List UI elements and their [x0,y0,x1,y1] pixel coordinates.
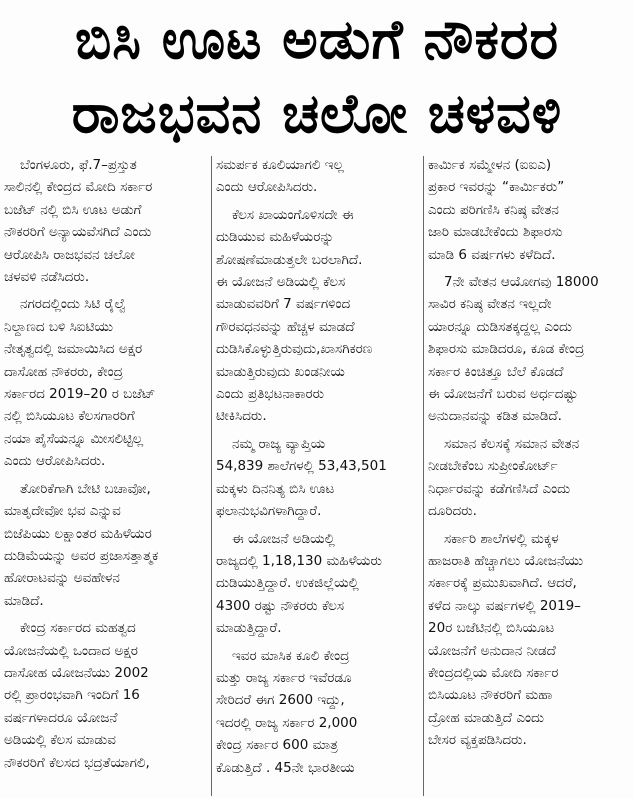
article-line: ಆರೋಪಿಸಿ ರಾಜಭವನ ಚಲೋ [4,246,135,263]
article-line: ದಾಸೋಹ ಯೋಜನೆಯು 2002 [4,664,149,681]
article-line: ಸರ್ಕಾರಿ ಶಾಲೆಗಳಲ್ಲಿ ಮಕ್ಕಳ [444,530,559,547]
article-line: ತೋರಿಕೆಗಾಗಿ ಬೇಟಿ ಬಚಾವೋ, [20,480,151,497]
article-line: ಬೇಸರ ವ್ಯಕ್ತಪಡಿಸಿದರು. [428,732,527,749]
article-paragraph [216,645,418,779]
article-line: ಹಾಜರಾತಿ ಹೆಚ್ಚಾಗಲು ಯೋಜನೆಯು [428,552,584,569]
article-column-1 [4,154,206,796]
article-line: ಸಮರ್ಪಕ ಕೂಲಿಯಾಗಲಿ ಇಲ್ಲ [216,157,344,173]
article-paragraph [4,478,206,612]
article-line: ಸಾಲಿನಲ್ಲಿ ಕೇಂದ್ರದ ಮೋದಿ ಸರ್ಕಾರ [4,179,153,196]
headline-line-1: ಬಿಸಿ ಊಟ ಅಡುಗೆ ನೌಕರರ [74,8,560,71]
article-line: ಯಾರನ್ನೂ ದುಡಿಸತಕ್ಕದ್ದಲ್ಲ ಎಂದು [428,318,573,335]
article-line: ನಿರ್ಧಾರವನ್ನು ಕಡೆಗಣಿಸಿದೆ ಎಂದು [428,480,571,497]
article-line: ರಾಜ್ಯದಲ್ಲಿ 1,18,130 ಮಹಿಳೆಯರು [216,552,382,569]
article-column-3 [428,154,630,796]
article-paragraph [428,433,630,523]
article-line: ಯೋಜನೆಯಲ್ಲಿ ಒಂದಾದ ಅಕ್ಷರ [4,642,138,659]
article-line: ಜಾರಿ ಮಾಡಬೇಕೆಂದು ಶಿಫಾರಸು [428,224,563,241]
article-line: ಈ ಯೋಜನೆಗೆ ಬರುವ ಅರ್ಧದಷ್ಟು [428,386,578,403]
article-line: ನೌಕರರಿಗೆ ಅನ್ಯಾಯವೆಸಗಿದೆ ಎಂದು [4,224,152,241]
article-line: ದಾಸೋಹ ನೌಕರರು, ಕೇಂದ್ರ [4,363,123,380]
article-line: 4300 ರಷ್ಟು ನೌಕರರು ಕೆಲಸ [216,597,345,614]
article-line: ಕೇಂದ್ರ ಸರ್ಕಾರದ ಮಹತ್ವದ [20,620,136,637]
article-line: ಮಾಡಿ 6 ವರ್ಷಗಳು ಕಳೆದಿದೆ. [428,246,556,263]
article-line: ನಲ್ಲಿ ಬಿಸಿಯೂಟ ಕೆಲಸಗಾರರಿಗೆ [4,408,135,425]
article-line: ದುಡಿಯುತ್ತಿದ್ದಾರೆ. ಉಕಜಿಲ್ಲೆಯಲ್ಲಿ [216,575,359,592]
article-line: ಮಾಡುವವರಿಗೆ 7 ವರ್ಷಗಳಿಂದ [216,296,351,313]
article-line: ಸಾವಿರ ಕನಿಷ್ಠ ವೇತನ ಇಲ್ಲದೇ [428,296,552,313]
article-line: ದೂರಿದರು. [428,503,477,520]
article-body [4,154,630,796]
article-line: ಶೋಷಣೆಮಾಡುತ್ತಲೇ ಬರಲಾಗಿದೆ. [216,251,363,268]
article-line: ಸಮಾನ ಕೆಲಸಕ್ಕೆ ಸಮಾನ ವೇತನ [444,435,580,452]
article-line: 7ನೇ ವೇತನ ಆಯೋಗವು 18000 [444,274,599,291]
article-line: ನೀಡಬೇಕೆಂಬ ಸುಪ್ರೀಂಕೋರ್ಟ್ [428,458,558,475]
article-line: ಕೆಲಸ ಖಾಯಂಗೊಳಿಸದೇ ಈ [232,206,354,223]
article-line: ಯೋಜನೆಗೆ ಅನುದಾನ ನೀಡದೆ [428,642,556,659]
article-line: ನಮ್ಮ ರಾಜ್ಯ ವ್ಯಾಪ್ತಿಯ [232,435,326,452]
article-line: ಇವರ ಮಾಸಿಕ ಕೂಲಿ ಕೇಂದ್ರ [232,647,350,664]
article-line: ಎಂದು ಆರೋಪಿಸಿದರು. [216,179,318,196]
article-line: ಈ ಯೋಜನೆ ಅಡಿಯಲ್ಲಿ [232,530,335,547]
article-line: ಕೇಂದ್ರದಲ್ಲಿಯ ಮೋದಿ ಸರ್ಕಾರ [428,664,559,681]
article-paragraph [428,154,630,266]
article-paragraph [216,154,418,199]
article-line: ದ್ರೋಹ ಮಾಡುತ್ತಿದೆ ಎಂದು [428,709,545,726]
article-line: ಬಿಜೆಪಿಯು ಲಕ್ಷಾಂತರ ಮಹಿಳೆಯರ [4,525,152,542]
article-line: 54,839 ಶಾಲೆಗಳಲ್ಲಿ 53,43,501 [216,458,387,475]
article-line: ದುಡಿಮೆಯನ್ನು ಅವರ ಪ್ರಜಾಸತ್ತಾತ್ಮಕ [4,547,159,564]
article-line: ನೌಕರರಿಗೆ ಕೆಲಸದ ಭದ್ರತೆಯಾಗಲಿ, [4,754,150,771]
article-paragraph [216,204,418,428]
article-column-2 [216,154,418,796]
article-paragraph [4,154,206,288]
article-line: ಇದರಲ್ಲಿ ರಾಜ್ಯ ಸರ್ಕಾರ 2,000 [216,714,358,731]
article-line: ಮಕ್ಕಳು ದಿನನಿತ್ಯ ಬಿಸಿ ಊಟ [216,480,335,497]
article-line: ಅನುದಾನವನ್ನು ಕಡಿತ ಮಾಡಿದೆ. [428,408,562,425]
article-paragraph [428,528,630,752]
article-line: ನೇತೃತ್ವದಲ್ಲಿ ಜಮಾಯಿಸಿದ ಅಕ್ಷರ [4,341,143,358]
article-line: ಕಳೆದ ನಾಲ್ಕು ವರ್ಷಗಳಲ್ಲಿ 2019– [428,597,581,614]
article-line: ಸರ್ಕಾರಕ್ಕೆ ಪ್ರಮುಖವಾಗಿದೆ. ಆದರೆ, [428,575,577,592]
article-line: ಕೇಂದ್ರ ಸರ್ಕಾರ 600 ಮಾತ್ರ [216,737,338,754]
article-line: 20ರ ಬಜೆಟಿನಲ್ಲಿ ಬಿಸಿಯೂಟ [428,620,555,637]
article-paragraph [4,293,206,472]
article-line: ಗೌರವಧನವನ್ನು ಹೆಚ್ಚಳ ಮಾಡದೆ [216,318,355,335]
article-line: ರಲ್ಲಿ ಪ್ರಾರಂಭವಾಗಿ ಇಂದಿಗೆ 16 [4,687,140,704]
article-line: ಮಾಡುತ್ತಿದ್ದಾರೆ. [216,620,282,637]
article-line: ಟೀಕಿಸಿದರು. [216,408,267,425]
article-line: ಎಂದು ಪ್ರತಿಭಟನಾಕಾರರು [216,386,325,403]
article-line: ಕಾರ್ಮಿಕ ಸಮ್ಮೇಳನ (ಐಐಎ) [428,157,552,173]
article-line: ಈ ಯೋಜನೆ ಅಡಿಯಲ್ಲಿ ಕೆಲಸ [216,274,346,291]
headline-line-2: ರಾಜಭವನ ಚಲೋ ಚಳವಳಿ [71,82,563,145]
article-line: ದುಡಿಸಿಕೊಳ್ಳುತ್ತಿರುವುದು,ಖಾಸಗಿಕರಣ [216,341,373,358]
article-line: ಫಲಾನುಭವಿಗಳಾಗಿದ್ದಾರೆ. [216,503,322,520]
article-line: ಎಂದು ಆರೋಪಿಸಿದರು. [4,453,106,470]
article-line: ಪ್ರಕಾರ ಇವರನ್ನು “ಕಾರ್ಮಿಕರು” [428,179,565,196]
article-paragraph [428,271,630,428]
article-paragraph [216,433,418,523]
article-line: ಸರ್ಕಾರ ಕಿಂಚಿತ್ತೂ ಬೆಲೆ ಕೊಡದೆ [428,363,564,380]
article-line: ನಿಲ್ದಾಣದ ಬಳಿ ಸಿಐಟಿಯು [4,318,114,335]
article-paragraph [4,617,206,774]
article-line: ಮತ್ತು ರಾಜ್ಯ ಸರ್ಕಾರ ಇವೆರಡೂ [216,669,352,686]
article-line: ನಯಾ ಪೈಸೆಯನ್ನೂ ಮೀಸಲಿಟ್ಟಿಲ್ಲ [4,430,144,447]
article-line: ನಗರದಲ್ಲಿಂದು ಸಿಟಿ ರೈಲ್ವೆ [20,296,127,313]
article-line: ಬೆಂಗಳೂರು, ಫೆ.7–ಪ್ರಸ್ತುತ [20,157,137,173]
article-paragraph [216,528,418,640]
article-line: ಮಾಡಿದೆ. [4,592,44,609]
article-line: ದುಡಿಯುವ ಮಹಿಳೆಯರನ್ನು [216,229,335,246]
article-line: ಕೊಡುತ್ತಿದೆ . 45ನೇ ಭಾರತೀಯ [216,759,355,776]
article-line: ವರ್ಷಗಳಾದರೂ ಯೋಜನೆ [4,709,118,726]
article-line: ಸರ್ಕಾರದ 2019–20 ರ ಬಜೆಟ್ [4,386,156,403]
article-line: ಚಳವಳಿ ನಡೆಸಿದರು. [4,269,90,286]
article-line: ಬಿಸಿಯೂಟ ನೌಕರರಿಗೆ ಮಹಾ [428,687,553,704]
article-line: ಹೋರಾಟವನ್ನು ಅವಹೇಳನ [4,570,120,587]
article-line: ಮಾಡುತ್ತಿರುವುದು ಖಂಡನೀಯ [216,363,345,380]
article-line: ಬಜೆಟ್ ನಲ್ಲಿ ಬಿಸಿ ಊಟ ಅಡುಗೆ [4,201,142,218]
article-line: ಅಡಿಯಲ್ಲಿ ಕೆಲಸ ಮಾಡುವ [4,732,116,749]
article-line: ಮಾತೃದೇವೋ ಭವ ಎನ್ನುವ [4,503,121,520]
article-line: ಎಂದು ಪರಿಗಣಿಸಿ ಕನಿಷ್ಠ ವೇತನ [428,201,559,218]
article-line: ಸೇರಿದರೆ ಈಗ 2600 ಇದ್ದು, [216,692,345,709]
article-line: ಶಿಫಾರಸು ಮಾಡಿದರೂ, ಕೂಡ ಕೇಂದ್ರ [428,341,585,358]
